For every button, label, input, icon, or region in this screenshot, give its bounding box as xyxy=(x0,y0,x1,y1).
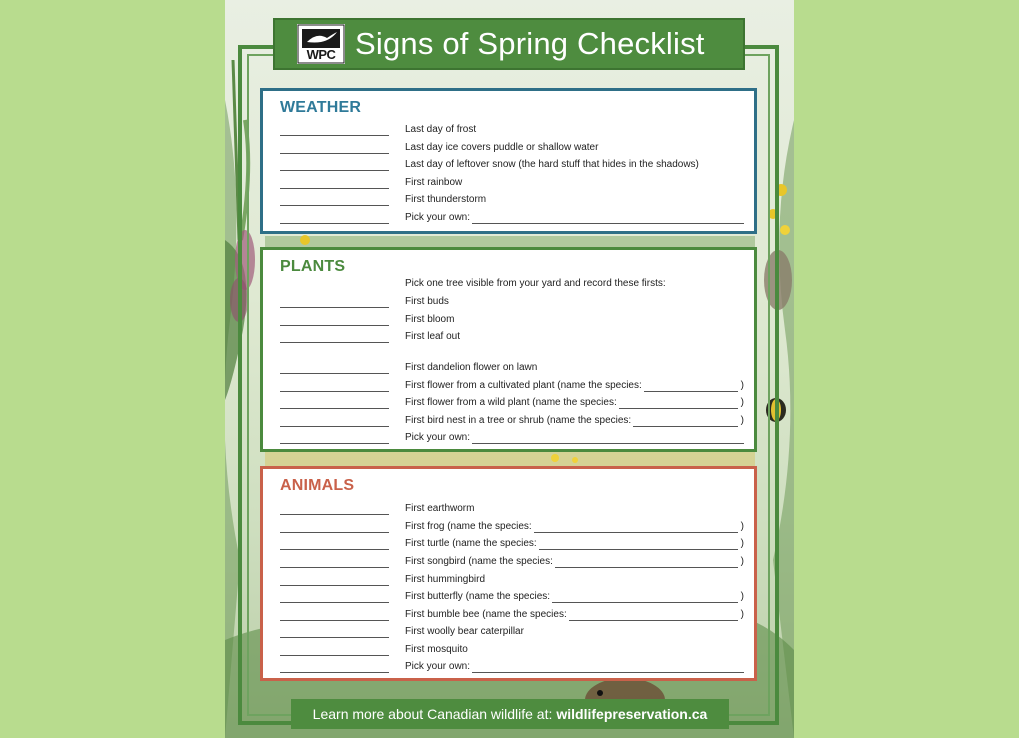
date-blank[interactable] xyxy=(280,592,389,603)
checklist-intro-row xyxy=(280,274,744,290)
animals-heading: ANIMALS xyxy=(280,477,355,494)
checklist-row xyxy=(280,310,744,326)
checklist-row xyxy=(280,517,744,533)
item-label: Last day of leftover snow (the hard stuff that hides in the shadows) xyxy=(405,159,699,170)
blank-spacer xyxy=(280,280,389,290)
checklist-row xyxy=(280,138,744,154)
checklist-row xyxy=(280,120,744,136)
date-blank[interactable] xyxy=(280,504,389,515)
date-blank[interactable] xyxy=(280,213,389,224)
write-in-line[interactable] xyxy=(472,663,744,673)
date-blank[interactable] xyxy=(280,381,389,392)
close-paren: ) xyxy=(740,538,744,549)
date-blank[interactable] xyxy=(280,539,389,550)
item-label: First bloom xyxy=(405,314,455,325)
species-line[interactable] xyxy=(534,523,738,533)
date-blank[interactable] xyxy=(280,433,389,444)
checklist-row xyxy=(280,552,744,568)
checklist-sheet xyxy=(225,0,794,738)
species-line[interactable] xyxy=(633,417,737,427)
footer-text: Learn more about Canadian wildlife at: xyxy=(312,706,553,722)
date-blank[interactable] xyxy=(280,575,389,586)
close-paren: ) xyxy=(740,556,744,567)
checklist-row xyxy=(280,640,744,656)
wpc-logo xyxy=(297,24,345,64)
plants-heading: PLANTS xyxy=(280,258,346,275)
close-paren: ) xyxy=(740,591,744,602)
item-label: Last day ice covers puddle or shallow water xyxy=(405,142,599,153)
checklist-row xyxy=(280,411,744,427)
species-line[interactable] xyxy=(569,611,738,621)
close-paren: ) xyxy=(740,521,744,532)
checklist-row xyxy=(280,622,744,638)
date-blank[interactable] xyxy=(280,178,389,189)
date-blank[interactable] xyxy=(280,522,389,533)
checklist-row xyxy=(280,327,744,343)
page-title: Signs of Spring Checklist xyxy=(355,26,705,61)
logo-text: WPC xyxy=(306,47,336,62)
checklist-row xyxy=(280,376,744,392)
footer-banner xyxy=(291,699,729,729)
close-paren: ) xyxy=(740,415,744,426)
checklist-row xyxy=(280,428,744,444)
checklist-row xyxy=(280,657,744,673)
item-label: Pick your own: xyxy=(405,661,471,672)
close-paren: ) xyxy=(740,609,744,620)
date-blank[interactable] xyxy=(280,416,389,427)
item-label: First buds xyxy=(405,296,449,307)
date-blank[interactable] xyxy=(280,557,389,568)
title-banner xyxy=(273,18,745,70)
species-line[interactable] xyxy=(552,593,738,603)
date-blank[interactable] xyxy=(280,160,389,171)
write-in-line[interactable] xyxy=(472,434,744,444)
checklist-row xyxy=(280,358,744,374)
item-label: First flower from a cultivated plant (name the species: xyxy=(405,380,642,391)
footer-link[interactable]: wildlifepreservation.ca xyxy=(556,706,708,722)
weather-heading: WEATHER xyxy=(280,99,362,116)
species-line[interactable] xyxy=(555,558,738,568)
checklist-row xyxy=(280,570,744,586)
date-blank[interactable] xyxy=(280,627,389,638)
checklist-row xyxy=(280,173,744,189)
item-label: First leaf out xyxy=(405,331,461,342)
date-blank[interactable] xyxy=(280,332,389,343)
item-label: First mosquito xyxy=(405,644,468,655)
item-label: Pick your own: xyxy=(405,212,471,223)
item-label: Pick your own: xyxy=(405,432,471,443)
checklist-row xyxy=(280,155,744,171)
close-paren: ) xyxy=(740,397,744,408)
animals-section xyxy=(260,466,757,681)
checklist-row xyxy=(280,499,744,515)
checklist-row xyxy=(280,587,744,603)
item-label: First songbird (name the species: xyxy=(405,556,553,567)
checklist-row xyxy=(280,208,744,224)
date-blank[interactable] xyxy=(280,645,389,656)
date-blank[interactable] xyxy=(280,662,389,673)
checklist-row xyxy=(280,534,744,550)
checklist-row xyxy=(280,605,744,621)
species-line[interactable] xyxy=(539,540,738,550)
date-blank[interactable] xyxy=(280,610,389,621)
item-label: First woolly bear caterpillar xyxy=(405,626,524,637)
species-line[interactable] xyxy=(619,399,738,409)
item-label: First frog (name the species: xyxy=(405,521,532,532)
item-label: First flower from a wild plant (name the species: xyxy=(405,397,617,408)
date-blank[interactable] xyxy=(280,398,389,409)
item-label: Last day of frost xyxy=(405,124,477,135)
item-label: First turtle (name the species: xyxy=(405,538,537,549)
date-blank[interactable] xyxy=(280,125,389,136)
write-in-line[interactable] xyxy=(472,214,744,224)
species-line[interactable] xyxy=(644,382,738,392)
intro-text: Pick one tree visible from your yard and record these firsts: xyxy=(405,278,666,289)
date-blank[interactable] xyxy=(280,195,389,206)
date-blank[interactable] xyxy=(280,363,389,374)
close-paren: ) xyxy=(740,380,744,391)
item-label: First thunderstorm xyxy=(405,194,487,205)
item-label: First bird nest in a tree or shrub (name the species: xyxy=(405,415,632,426)
item-label: First dandelion flower on lawn xyxy=(405,362,538,373)
item-label: First hummingbird xyxy=(405,574,486,585)
item-label: First butterfly (name the species: xyxy=(405,591,551,602)
date-blank[interactable] xyxy=(280,297,389,308)
checklist-row xyxy=(280,292,744,308)
checklist-row xyxy=(280,190,744,206)
item-label: First rainbow xyxy=(405,177,463,188)
item-label: First bumble bee (name the species: xyxy=(405,609,567,620)
plants-section xyxy=(260,247,757,452)
checklist-row xyxy=(280,393,744,409)
date-blank[interactable] xyxy=(280,315,389,326)
weather-section xyxy=(260,88,757,234)
item-label: First earthworm xyxy=(405,503,475,514)
date-blank[interactable] xyxy=(280,143,389,154)
